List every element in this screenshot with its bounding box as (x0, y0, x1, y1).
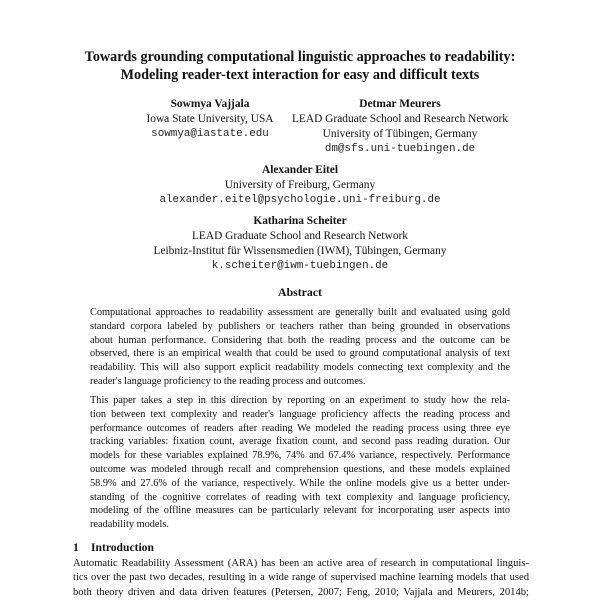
title-line-1: Towards grounding computational linguistic approaches to readability: (84, 49, 516, 65)
abstract-paragraph-2 (90, 394, 510, 532)
abstract-line: standing of the cognitive correlates of reading with text complexity and language proficiency, (90, 491, 510, 503)
author-affiliation: LEAD Graduate School and Research Network (191, 230, 409, 242)
abstract-line: standard corpora labeled by publishers or teachers rather than being grounded in observations (90, 320, 510, 332)
author-email[interactable]: sowmya@iastate.edu (151, 128, 269, 140)
abstract-line: 58.9% and 27.6% of the variance, respectively. While the online models give us a better under- (90, 477, 510, 489)
section-number: 1 (73, 541, 79, 554)
abstract-line: performance outcomes of readers after reading We modeled the reading process using three eye (90, 422, 510, 434)
abstract-line: outcome was modeled through recall and comprehension questions, and these models explained (90, 463, 510, 475)
author-email[interactable]: dm@sfs.uni-tuebingen.de (324, 143, 476, 155)
author-block-meurers (280, 97, 520, 157)
abstract-line: This paper takes a step in this direction by reporting on an experiment to study how the rela- (90, 395, 510, 406)
author-affiliation: LEAD Graduate School and Research Network (291, 113, 509, 125)
author-affiliation: University of Freiburg, Germany (224, 179, 376, 191)
author-block-eitel (150, 163, 450, 208)
author-name: Katharina Scheiter (253, 215, 347, 227)
body-line: tics over the past two decades, resulting in a wide range of supervised machine learning models that used (73, 572, 529, 584)
author-affiliation: Leibniz-Institut für Wissensmedien (IWM), Tübingen, Germany (153, 245, 447, 257)
abstract-line: tion between text complexity and reader's language proficiency affects the reading process and (90, 408, 510, 420)
author-name: Sowmya Vajjala (170, 98, 250, 110)
abstract-line: tracking variables: fixation count, average fixation count, and second pass reading duration. Our (90, 436, 510, 448)
author-name: Alexander Eitel (261, 164, 339, 176)
section-title: Introduction (91, 541, 154, 554)
abstract-line: Computational approaches to readability assessment are generally built and evaluated using gold (90, 307, 510, 318)
author-affiliation: University of Tübingen, Germany (322, 128, 478, 140)
abstract-line: readability. This will also support explicit readability models connecting text complexity and the (90, 362, 510, 374)
abstract-line: about human performance. Considering that both the reading process and the outcome can be (90, 334, 510, 346)
abstract-line: readability models. (90, 519, 169, 531)
author-email[interactable]: k.scheiter@iwm-tuebingen.de (211, 260, 389, 272)
author-email[interactable]: alexander.eitel@psychologie.uni-freiburg.de (159, 194, 441, 206)
introduction-text (73, 557, 529, 600)
author-affiliation: Iowa State University, USA (146, 113, 274, 125)
author-name: Detmar Meurers (359, 98, 441, 110)
author-block-scheiter (140, 214, 460, 274)
abstract-heading: Abstract (278, 285, 322, 299)
paper-title (60, 48, 540, 84)
body-line: Automatic Readability Assessment (ARA) has been an active area of research in computational linguis- (73, 558, 529, 569)
abstract-paragraph-1 (90, 306, 510, 389)
title-line-2: Modeling reader-text interaction for easy and difficult texts (120, 67, 480, 83)
abstract-line: models for these variables explained 78.9%, 74% and 67.4% variance, respectively. Performance (90, 450, 510, 462)
abstract-line: reader's language proficiency to the reading process and outcomes. (90, 375, 366, 387)
body-line: both theory driven and data driven features (Petersen, 2007; Feng, 2010; Vajjala and Meurers, 2014b; (73, 586, 529, 598)
section-heading-introduction (73, 540, 154, 555)
abstract-line: modeling of the offline measures can be particularly relevant for incorporating user aspects into (90, 505, 510, 517)
abstract-line: observed, there is an empirical wealth that could be used to ground computational analysis of text (90, 348, 510, 360)
